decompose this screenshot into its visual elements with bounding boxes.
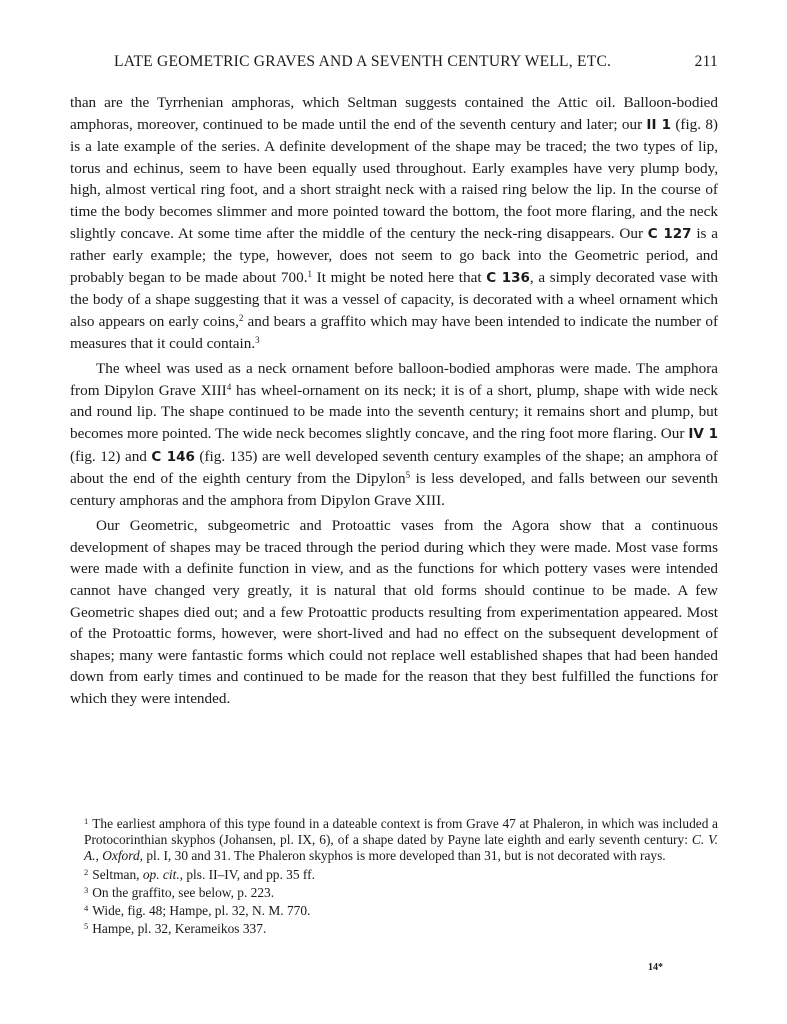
footnote-2 xyxy=(70,867,718,883)
catalogue-ref: C 146 xyxy=(151,448,195,465)
footnote-number: 2 xyxy=(84,866,89,877)
footnote-number: 1 xyxy=(84,816,89,826)
footnote-text: pl. I, 30 and 31. The Phaleron skyphos is more developed than 31, but is not decorated with rays. xyxy=(143,848,666,864)
catalogue-ref: IV 1 xyxy=(688,425,718,442)
catalogue-ref: C 127 xyxy=(647,225,692,242)
footnote-ref: 3 xyxy=(255,334,260,345)
footnote-text: The earliest amphora of this type found in a dateable context is from Grave 47 at Phaleron, in which was included a Protocorinthian skyphos (Johansen, pl. IX, 6), of a shape dated by Payne late eighth and early seventh century: xyxy=(84,816,718,848)
catalogue-ref: C 136 xyxy=(486,269,530,286)
footnote-text: Wide, fig. 48; Hampe, pl. 32, N. M. 770. xyxy=(92,903,311,919)
text-run: The wheel was used as a neck ornament before balloon-bodied amphoras were made. The amphora from Dipylon Grave XIII xyxy=(70,360,718,399)
footnote-ref: 1 xyxy=(307,268,312,279)
footnotes xyxy=(70,816,718,939)
text-run: (fig. 135) are well developed seventh century examples of the shape; an amphora of about the end of the eighth century from the Dipylon xyxy=(70,447,718,488)
paragraph-1 xyxy=(70,92,718,354)
footnote-italic: C. V. A., Oxford, xyxy=(84,832,718,864)
footnote-3 xyxy=(70,885,718,901)
catalogue-ref: II 1 xyxy=(646,116,672,133)
paragraph-3: Our Geometric, subgeometric and Protoattic vases from the Agora show that a continuous development of shapes may be traced through the period during which they were made. Most vase forms were made with a definite function in view, and as the functions for which pottery vases were intended cannot have changed very greatly, it is natural that old forms should continue to be made. A few Geometric shapes died out; and a few Protoattic products resulting from experimentation appeared. Most of the Protoattic forms, however, were short-lived and had no effect on the subsequent development of shapes; many were fantastic forms which could not replace well established shapes that had been handed down from early times and continued to be made for the reason that they best fulfilled the functions for which they were intended. xyxy=(70,517,718,708)
text-run: is less developed, and falls between our seventh century amphoras and the amphora from Dipylon Grave XIII. xyxy=(70,470,718,509)
footnote-text: On the graffito, see below, p. 223. xyxy=(92,884,275,900)
footnote-number: 3 xyxy=(84,884,89,895)
text-run: It might be noted here that xyxy=(312,268,487,286)
footnote-italic: op. cit., xyxy=(142,866,184,882)
footnote-ref: 4 xyxy=(226,381,232,392)
running-head-title: LATE GEOMETRIC GRAVES AND A SEVENTH CENTURY WELL, ETC. xyxy=(114,53,612,70)
footnote-text: pls. II–IV, and pp. 35 ff. xyxy=(183,866,315,882)
page-number: 211 xyxy=(694,53,718,70)
text-run: than are the Tyrrhenian amphoras, which Seltman suggests contained the Attic oil. Balloon-bodied amphoras, moreover, continued to be made until the end of the seventh century and later; our xyxy=(70,94,718,133)
footnote-number: 5 xyxy=(84,921,89,932)
signature-mark: 14* xyxy=(648,962,663,973)
text-run: has wheel-ornament on its neck; it is of a short, plump, shape with wide neck and round lip. The shape continued to be made into the seventh century; it remains short and plump, but becomes more pointed. The wide neck becomes slightly concave, and the ring foot more flaring. Our xyxy=(70,381,718,442)
body-text xyxy=(70,92,718,714)
text-run: (fig. 12) and xyxy=(70,447,152,465)
footnote-ref: 5 xyxy=(405,470,411,481)
footnote-ref: 2 xyxy=(238,312,244,323)
text-run: , a simply decorated vase with the body of a shape suggesting that it was a vessel of capacity, is decorated with a wheel ornament which also appears on early coins, xyxy=(70,268,719,330)
footnote-1 xyxy=(70,816,718,865)
footnote-text: Seltman, xyxy=(92,866,143,882)
footnote-text: Hampe, pl. 32, Kerameikos 337. xyxy=(92,921,267,937)
footnote-number: 4 xyxy=(84,903,89,914)
paragraph-2 xyxy=(70,358,718,511)
text-run: (fig. 8) is a late example of the series. A definite development of the shape may be traced; the two types of lip, torus and echinus, seem to have been equally used throughout. Early examples have very plump body, high, almost vertical ring foot, and a short straight neck with a raised ring below the lip. In the course of time the body becomes slimmer and more pointed toward the bottom, the foot more flaring, and the neck slightly concave. At some time after the middle of the century the neck-ring disappears. Our xyxy=(70,115,718,242)
text-run: is a rather early example; the type, however, does not seem to go back into the Geometric period, and probably began to be made about 700. xyxy=(70,224,718,286)
text-run: and bears a graffito which may have been intended to indicate the number of measures that it could contain. xyxy=(70,312,718,352)
footnote-4 xyxy=(70,903,718,919)
footnote-5 xyxy=(70,921,718,937)
